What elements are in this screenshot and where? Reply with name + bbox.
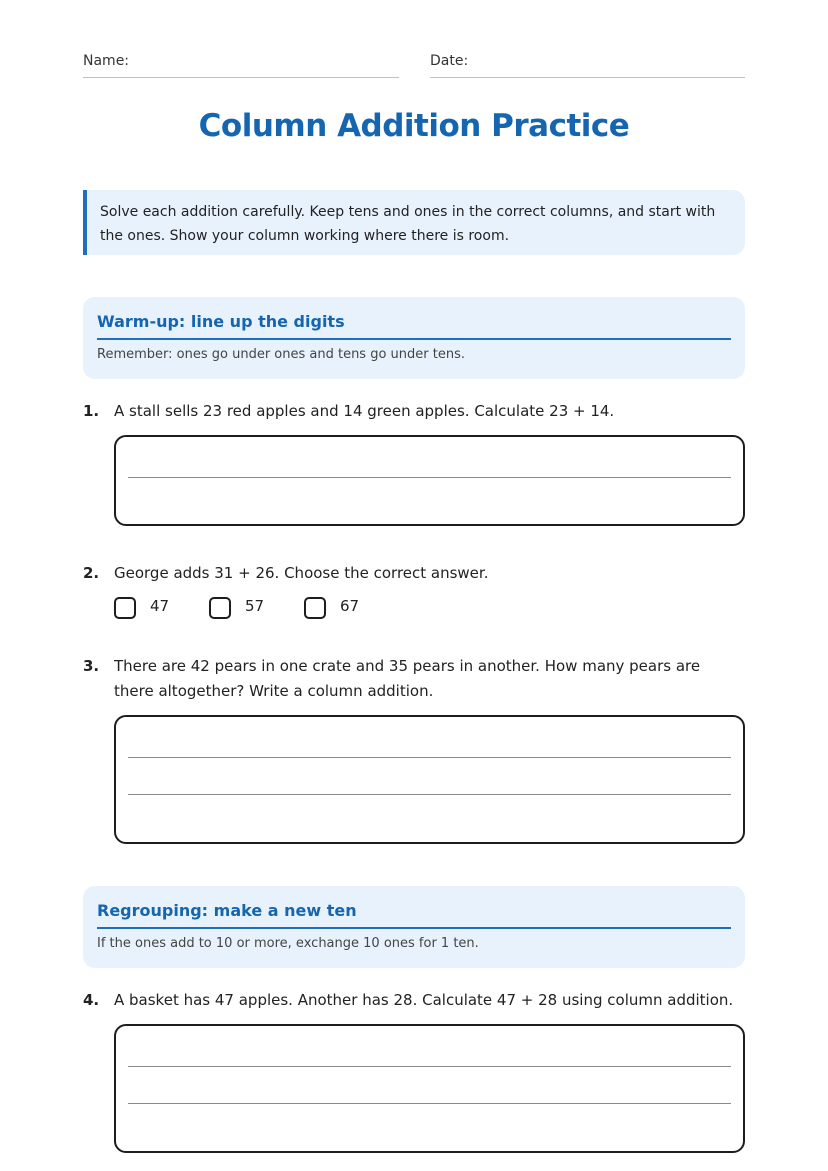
question-number: 1.: [83, 402, 100, 420]
date-field[interactable]: [430, 52, 745, 78]
date-label: Date:: [430, 53, 469, 69]
question-text: A stall sells 23 red apples and 14 green apples. Calculate 23 + 14.: [114, 402, 615, 420]
question-text: There are 42 pears in one crate and 35 pears in another. How many pears are there altogether? Write a column addition.: [114, 657, 701, 700]
section-regrouping: [83, 886, 745, 968]
answer-box-3[interactable]: [114, 715, 745, 844]
section-warm-up: [83, 297, 745, 379]
checkbox[interactable]: [114, 597, 136, 619]
answer-line: [128, 1066, 731, 1067]
answer-line: [128, 757, 731, 758]
name-field[interactable]: [83, 52, 399, 78]
answer-line: [128, 794, 731, 795]
instructions-callout: Solve each addition carefully. Keep tens and ones in the correct columns, and start with the ones. Show your column working where there is room.: [83, 190, 745, 255]
section-title: Warm-up: line up the digits: [97, 312, 731, 340]
name-label: Name:: [83, 53, 130, 69]
question-text: George adds 31 + 26. Choose the correct answer.: [114, 564, 489, 582]
answer-line: [128, 477, 731, 478]
question-number: 3.: [83, 657, 100, 675]
question-number: 2.: [83, 564, 100, 582]
question-text: A basket has 47 apples. Another has 28. Calculate 47 + 28 using column addition.: [114, 991, 734, 1009]
section-note: If the ones add to 10 or more, exchange 10 ones for 1 ten.: [97, 936, 479, 951]
checkbox[interactable]: [304, 597, 326, 619]
answer-box-4[interactable]: [114, 1024, 745, 1153]
answer-box-1[interactable]: [114, 435, 745, 526]
option-label: 67: [340, 597, 360, 615]
checkbox[interactable]: [209, 597, 231, 619]
option-label: 47: [150, 597, 170, 615]
option-label: 57: [245, 597, 265, 615]
question-number: 4.: [83, 991, 100, 1009]
page-title: Column Addition Practice: [198, 108, 630, 144]
answer-line: [128, 1103, 731, 1104]
section-title: Regrouping: make a new ten: [97, 901, 731, 929]
section-note: Remember: ones go under ones and tens go under tens.: [97, 347, 465, 362]
